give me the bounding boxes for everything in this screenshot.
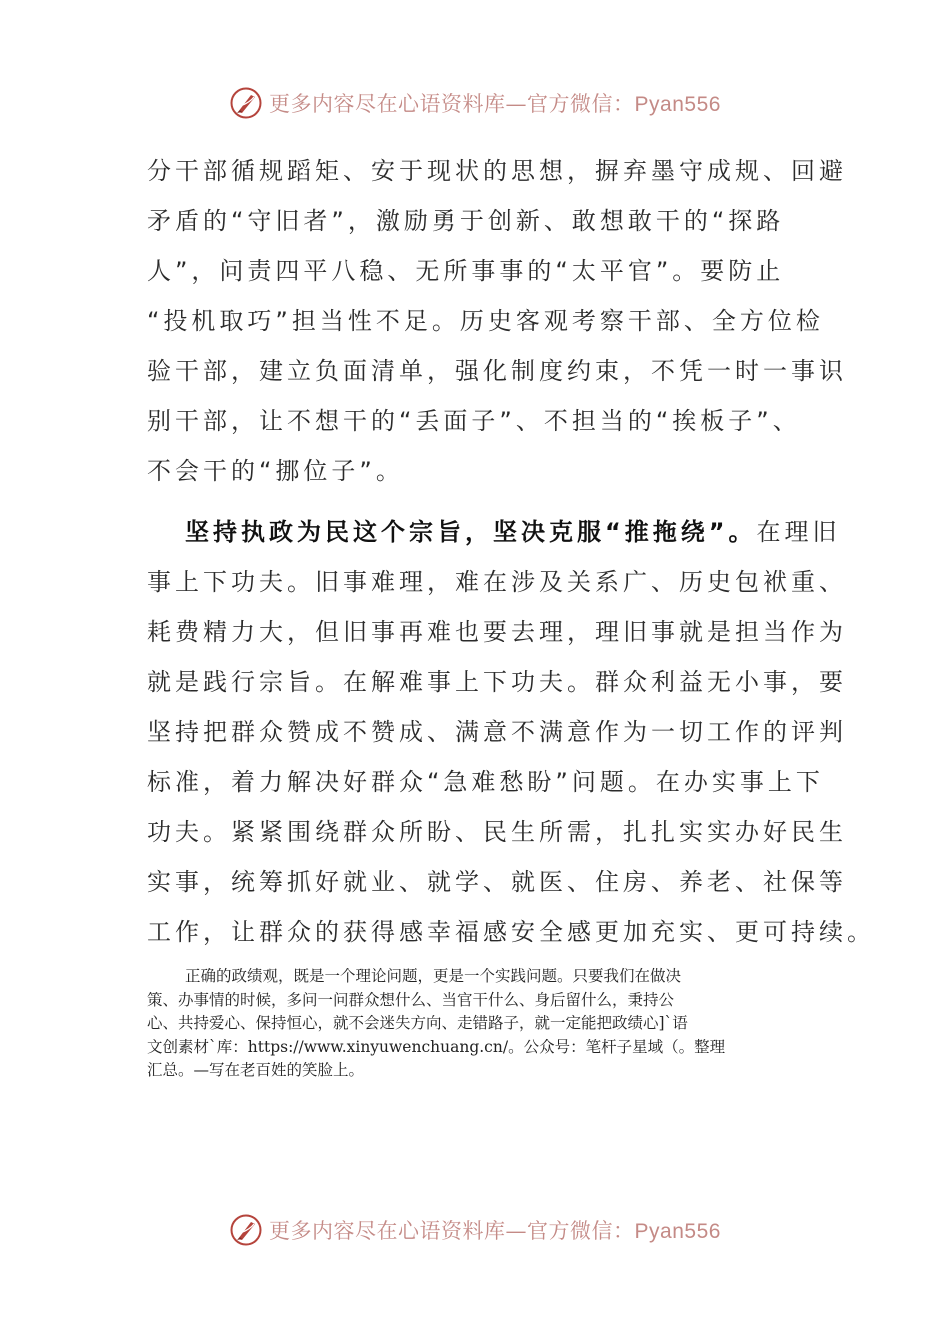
footer-banner (0, 1210, 950, 1250)
text-line: 工作，让群众的获得感幸福感安全感更加充实、更可持续。 (147, 918, 875, 946)
quill-logo-icon (229, 1213, 263, 1247)
text-line: 坚持把群众赞成不赞成、满意不满意作为一切工作的评判 (147, 718, 847, 746)
note-paragraph (147, 965, 812, 1083)
note-line: 汇总。—写在老百姓的笑脸上。 (147, 1061, 365, 1079)
text-line: 实事，统筹抓好就业、就学、就医、住房、养老、社保等 (147, 868, 847, 896)
text-line: 坚持执政为民这个宗旨，坚决克服“推拖绕”。在理旧 (185, 518, 841, 546)
text-line: 耗费精力大，但旧事再难也要去理，理旧事就是担当作为 (147, 618, 847, 646)
text-line: 功夫。紧紧围绕群众所盼、民生所需，扎扎实实办好民生 (147, 818, 847, 846)
note-line: 文创素材`库：https://www.xinyuwenchuang.cn/。公众号：笔杆子星域（。整理 (147, 1037, 726, 1056)
text-line: 验干部，建立负面清单，强化制度约束，不凭一时一事识 (147, 357, 847, 385)
note-line: 策、办事情的时候，多问一问群众想什么、当官干什么、身后留什么，秉持公 (147, 990, 675, 1009)
paragraph-heading: 坚持执政为民这个宗旨，坚决克服“推拖绕”。 (185, 518, 757, 546)
text-line: 事上下功夫。旧事难理，难在涉及关系广、历史包袱重、 (147, 568, 847, 596)
banner-text: 更多内容尽在心语资料库—官方微信：Pyan556 (269, 1219, 721, 1243)
header-banner (0, 83, 950, 123)
text-line: 别干部，让不想干的“丢面子”、不担当的“挨板子”、 (147, 407, 801, 435)
text-line: 就是践行宗旨。在解难事上下功夫。群众利益无小事，要 (147, 668, 847, 696)
banner-text: 更多内容尽在心语资料库—官方微信：Pyan556 (269, 92, 721, 116)
text-line: 矛盾的“守旧者”，激励勇于创新、敢想敢干的“探路 (147, 207, 785, 235)
text-line: 不会干的“挪位子”。 (147, 457, 404, 485)
text-line: 标准，着力解决好群众“急难愁盼”问题。在办实事上下 (147, 768, 824, 796)
banner-wechat-handle: Pyan556 (634, 93, 721, 116)
quill-logo-icon (229, 86, 263, 120)
note-line: 正确的政绩观，既是一个理论问题，更是一个实践问题。只要我们在做决 (185, 967, 682, 985)
banner-wechat-handle: Pyan556 (634, 1220, 721, 1243)
paragraph-2 (147, 507, 875, 957)
paragraph-1 (147, 146, 847, 496)
text-line: “投机取巧”担当性不足。历史客观考察干部、全方位检 (147, 307, 824, 335)
note-line: 心、共持爱心、保持恒心，就不会迷失方向、走错路子，就一定能把政绩心]`语 (147, 1014, 688, 1032)
text-line: 人”，问责四平八稳、无所事事的“太平官”。要防止 (147, 257, 785, 285)
text-line: 分干部循规蹈矩、安于现状的思想，摒弃墨守成规、回避 (147, 157, 847, 185)
